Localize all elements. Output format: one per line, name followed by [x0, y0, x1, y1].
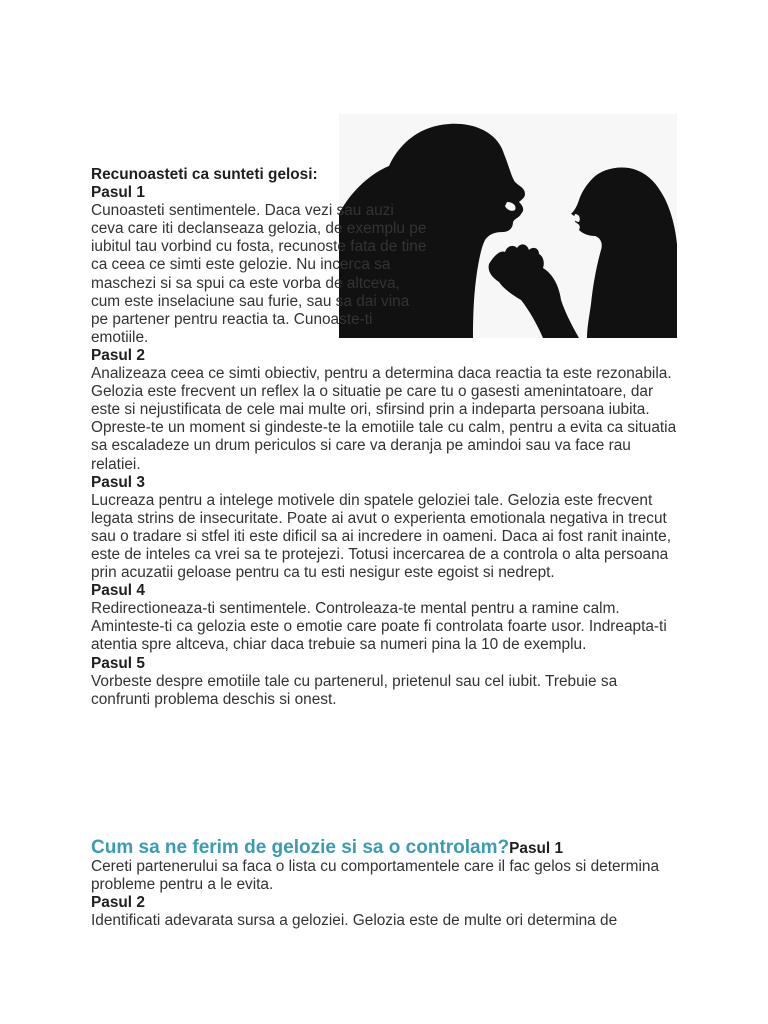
section-heading: Recunoasteti ca sunteti gelosi: — [91, 166, 318, 183]
step-5-label: Pasul 5 — [91, 654, 145, 672]
step-1-text: Cunoasteti sentimentele. Daca vezi sau auzi ceva care iti declanseaza gelozia, de exemplu pe iubitul tau vorbind cu fosta, recunoste fata de tine ca ceea ce simti este gelozie. Nu incerca sa maschezi si sa spui ca este vorba de altceva, cum este inselaciune sau furie, sau sa dai vina pe partener pentru reactia ta. Cunoaste-ti emotiile. — [91, 202, 427, 346]
step-2-label: Pasul 2 — [91, 346, 145, 364]
section-title: Cum sa ne ferim de gelozie si sa o controlam? — [91, 837, 510, 858]
jealousy-steps-section — [91, 166, 679, 709]
image-float-spacer — [427, 166, 679, 340]
control-step-2-label: Pasul 2 — [91, 894, 145, 912]
step-2-text: Analizeaza ceea ce simti obiectiv, pentru a determina daca reactia ta este rezonabila. Gelozia este frecvent un reflex la o situatie pe care tu o gasesti amenintatoare, dar este si nejustificata de cele mai multe ori, sfirsind prin a indeparta persoana iubita. Opreste-te un moment si gindeste-te la emotiile tale cu calm, pentru a evita ca situatia sa escaladeze un drum periculos si care va deranja pe amindoi sau va face rau relatiei. — [91, 365, 677, 473]
control-step-1-label: Pasul 1 — [509, 840, 564, 857]
step-1-label: Pasul 1 — [91, 184, 145, 202]
step-4-label: Pasul 4 — [91, 582, 145, 600]
jealousy-control-section — [91, 839, 679, 930]
step-4-text: Redirectioneaza-ti sentimentele. Controleaza-te mental pentru a ramine calm. Aminteste-ti ca gelozia este o emotie care poate fi controlata foarte usor. Indreapta-ti atentia spre altceva, chiar daca trebuie sa numeri pina la 10 de exemplu. — [91, 600, 667, 654]
step-3-label: Pasul 3 — [91, 473, 145, 491]
section-title-line — [91, 839, 679, 858]
control-step-2-text: Identificati adevarata sursa a geloziei. Gelozia este de multe ori determina de — [91, 912, 618, 930]
step-3-text: Lucreaza pentru a intelege motivele din spatele geloziei tale. Gelozia este frecvent legata strins de insecuritate. Poate ai avut o experienta emotionala negativa in trecut sau o tradare si stfel iti este dificil sa ai incredere in oameni. Daca ai fost ranit inainte, este de inteles ca vrei sa te protejezi. Totusi incercarea de a controla o alta persoana prin acuzatii geloase pentru ca tu esti nesigur este egoist si nedrept. — [91, 491, 671, 582]
control-step-1-text: Cereti partenerului sa faca o lista cu comportamentele care il fac gelos si determina probleme pentru a le evita. — [91, 858, 660, 894]
step-5-text: Vorbeste despre emotiile tale cu partenerul, prietenul sau cel iubit. Trebuie sa confrunti problema deschis si onest. — [91, 672, 618, 708]
